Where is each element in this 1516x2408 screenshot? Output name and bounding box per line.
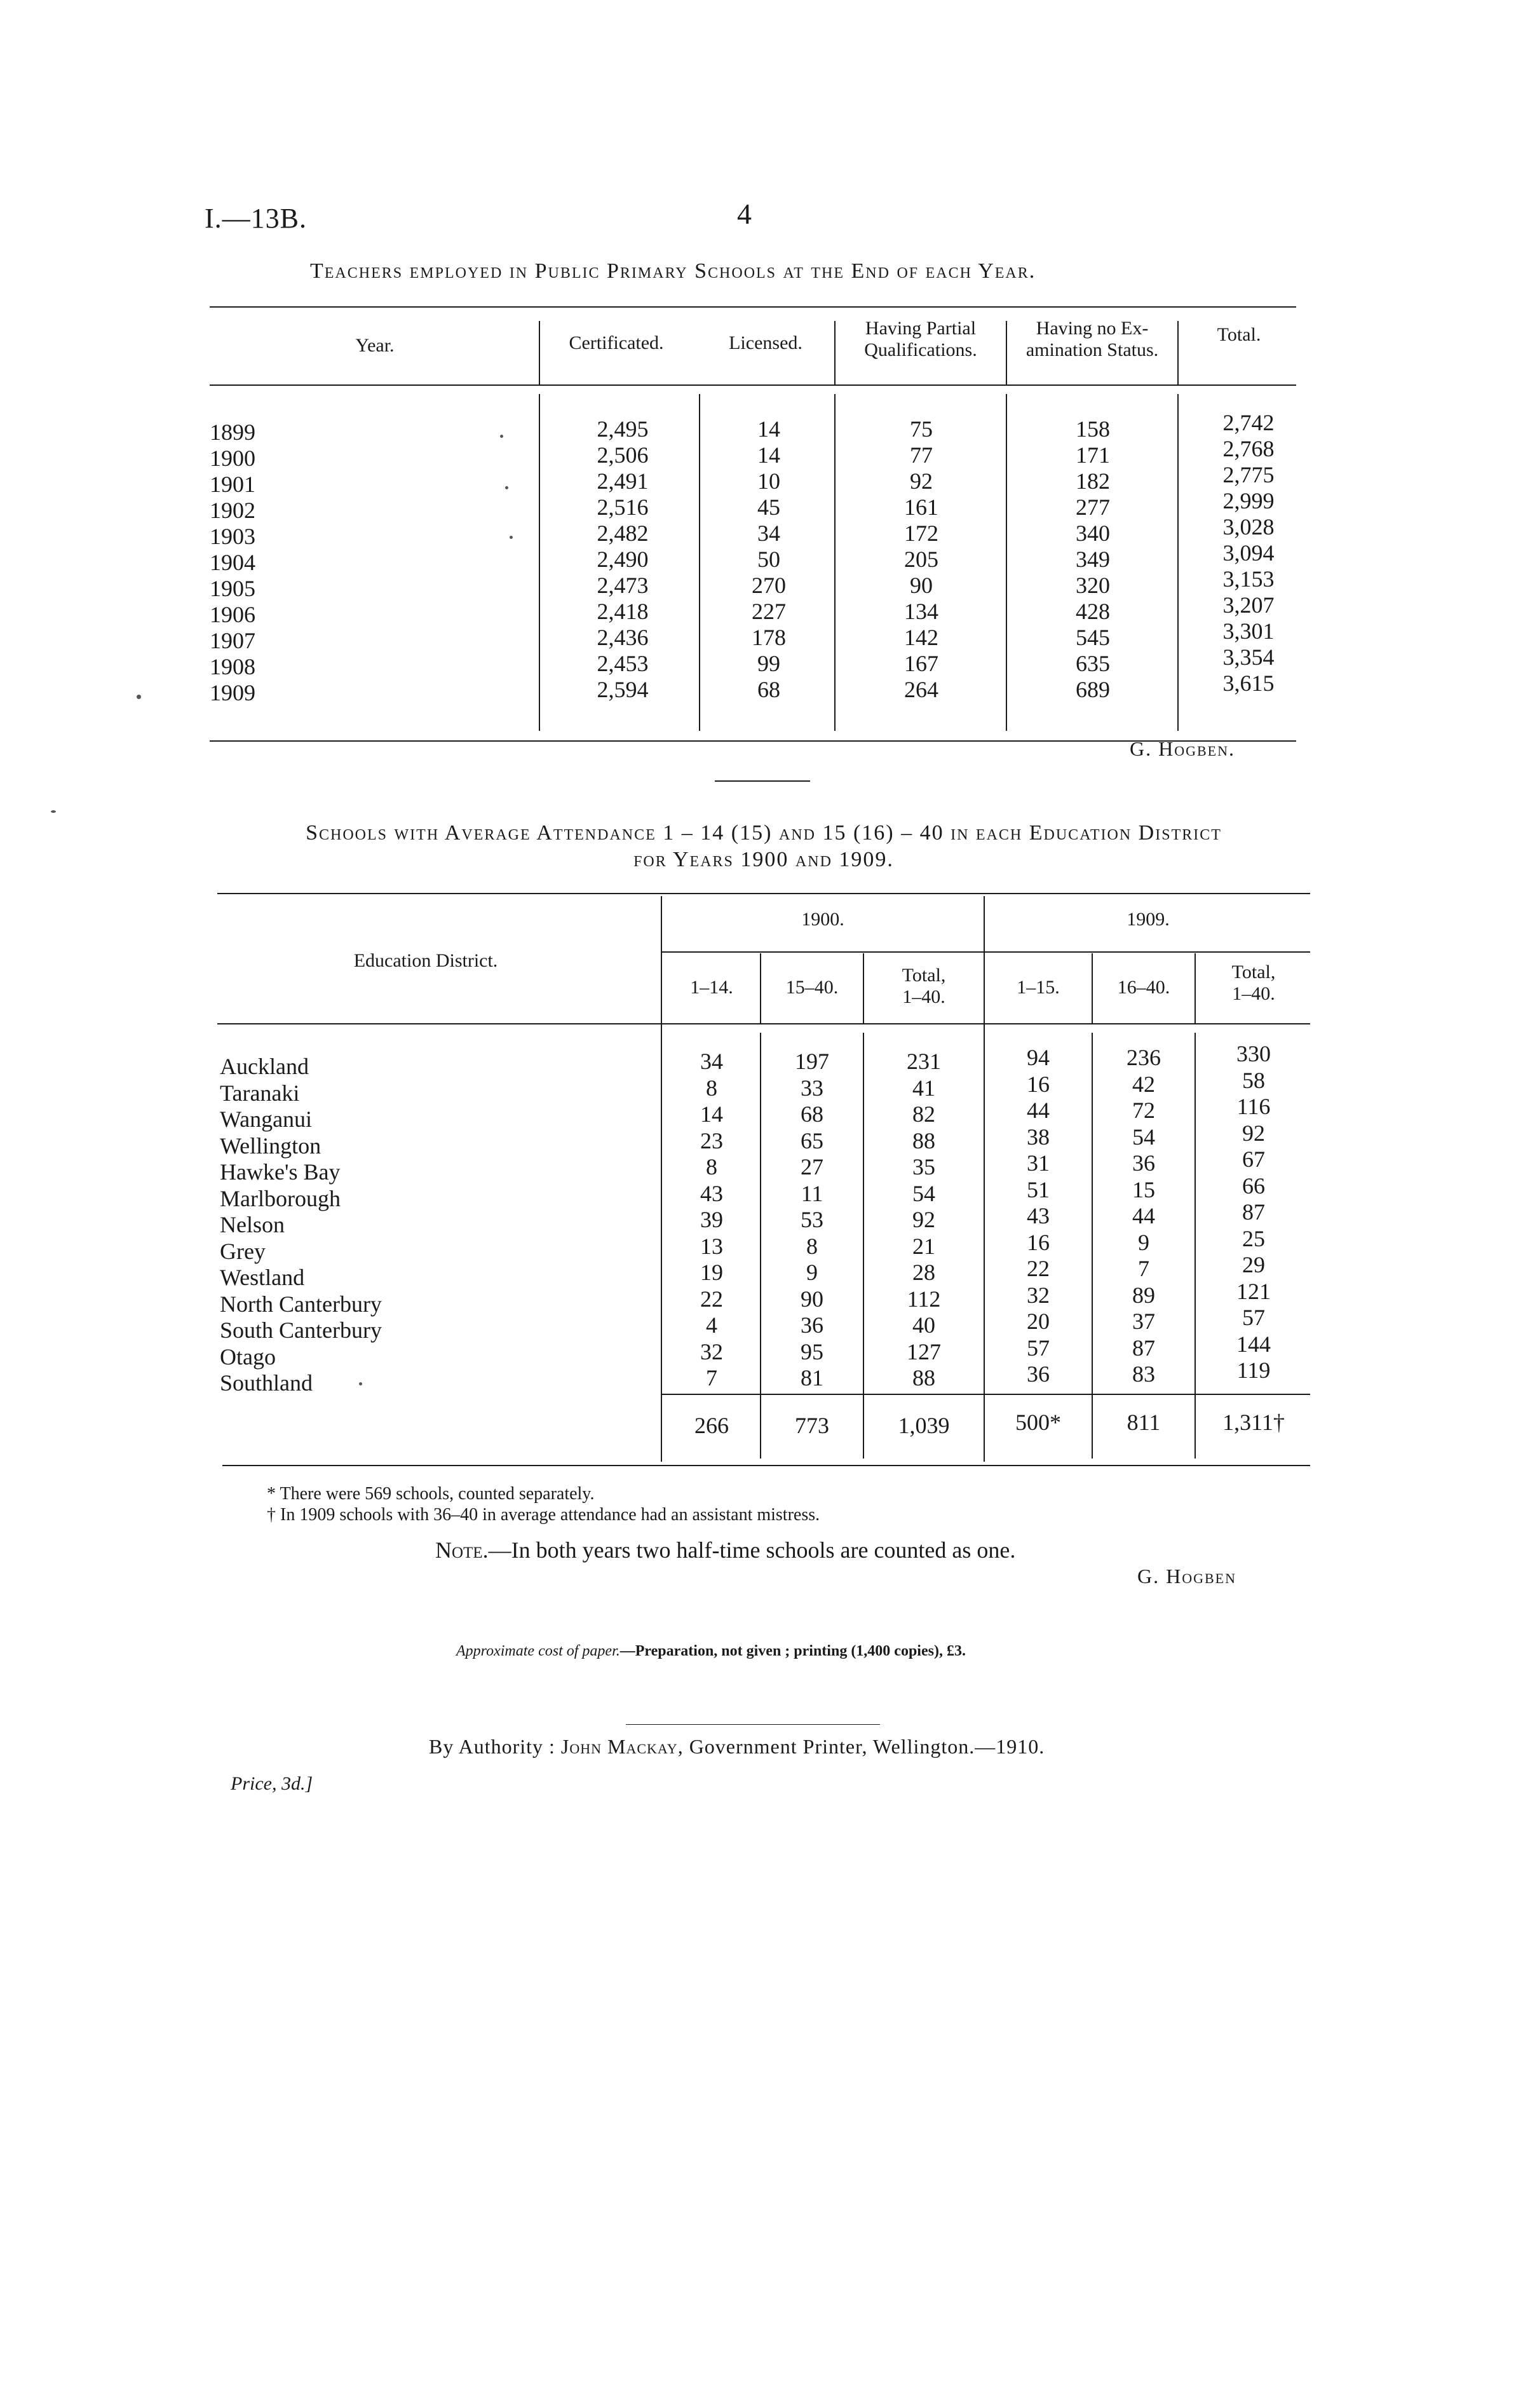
table2-district-cell: South Canterbury (220, 1317, 382, 1343)
table1-partial-cell: 161 (904, 494, 938, 520)
table2-1909-16-40-cell: 44 (1132, 1203, 1155, 1228)
table1-divider (539, 321, 540, 384)
table1-divider (1177, 394, 1179, 731)
table1-total-cell: 3,207 (1222, 592, 1275, 618)
table1-licensed-cell: 34 (757, 520, 780, 546)
table1-partial-cell: 172 (904, 520, 938, 546)
table2-divider (661, 896, 662, 1462)
table2-title-line1: Schools with Average Attendance 1 – 14 (15) and 15 (16) – 40 in each Education District (306, 821, 1222, 845)
table1-total-cell: 3,615 (1222, 670, 1275, 696)
table2-1909-16-40-cell: 72 (1132, 1098, 1155, 1123)
table1-noexam-cell: 635 (1076, 651, 1110, 676)
note-half-time-schools (435, 1537, 1015, 1563)
scan-speck (51, 810, 56, 813)
table2-district-cell: Otago (220, 1343, 276, 1370)
table1-noexam-cell: 182 (1076, 468, 1110, 494)
table2-1909-1-15-cell: 31 (1027, 1150, 1050, 1176)
table2-1900-15-40-cell: 9 (806, 1260, 818, 1285)
table2-1900-1-14-cell: 23 (700, 1127, 723, 1153)
table2-1909-total-cell: 330 (1236, 1041, 1271, 1066)
table2-district-cell: Southland (220, 1370, 313, 1396)
table1-licensed-cell: 14 (757, 442, 780, 468)
table2-1900-1-14-cell: 32 (700, 1338, 723, 1364)
table2-total-1909-total: 1,311† (1222, 1410, 1285, 1435)
table2-1900-total-cell: 127 (907, 1338, 941, 1364)
table2-header-rule (217, 1023, 1310, 1024)
table1-certificated-cell: 2,473 (597, 573, 649, 598)
table2-1909-1-15-cell: 22 (1027, 1256, 1050, 1281)
table2-1909-total-column (1197, 1041, 1310, 1384)
table2-1909-total-cell: 58 (1242, 1067, 1265, 1093)
table2-1900-1-14-cell: 22 (700, 1286, 723, 1312)
table2-header-1909-total-line1: Total, (1231, 962, 1276, 983)
cost-text: —Preparation, not given ; printing (1,400 copies), £3. (619, 1643, 966, 1659)
table2-1909-16-40-cell: 15 (1132, 1176, 1155, 1202)
table1-divider (834, 394, 836, 731)
table2-1900-total-cell: 112 (907, 1286, 941, 1312)
table1-year-cell: 1906 (210, 602, 255, 627)
table2-1909-total-cell: 25 (1242, 1225, 1265, 1251)
page-number: 4 (737, 198, 752, 230)
table1-header-partial-line1: Having Partial (865, 318, 977, 339)
table1-total-cell: 2,742 (1222, 410, 1275, 435)
cost-lead: Approximate cost of paper. (456, 1643, 620, 1659)
table2-1900-15-40-cell: 36 (801, 1312, 823, 1338)
note-lead: Note. (435, 1537, 489, 1563)
table2-divider (760, 953, 761, 1023)
table2-year-rule (661, 951, 1310, 953)
table1-signature: G. Hogben. (1130, 737, 1235, 760)
table2-1900-1-14-cell: 39 (700, 1207, 723, 1232)
table1-partial-column (839, 416, 1004, 703)
table2-1909-1-15-cell: 16 (1027, 1229, 1050, 1255)
table2-1900-total-cell: 92 (912, 1207, 935, 1232)
table2-1900-1-14-cell: 8 (706, 1075, 717, 1101)
table1-divider (539, 394, 540, 731)
table2-district-cell: Marlborough (220, 1185, 341, 1211)
table2-1909-1-15-cell: 43 (1027, 1203, 1050, 1228)
table2-1900-15-40-cell: 27 (801, 1154, 823, 1180)
table1-total-cell: 2,768 (1222, 436, 1275, 461)
table2-1900-total-cell: 41 (912, 1075, 935, 1101)
table2-1909-total-cell: 29 (1242, 1252, 1265, 1277)
table1-divider (699, 394, 700, 731)
table1-certificated-cell: 2,516 (597, 494, 649, 520)
table2-1900-15-40-cell: 197 (795, 1049, 829, 1074)
table1-partial-cell: 92 (910, 468, 933, 494)
table1-year-cell: 1905 (210, 576, 255, 601)
table2-1909-16-40-cell: 37 (1132, 1309, 1155, 1334)
table2-1909-1-15-cell: 20 (1027, 1309, 1050, 1334)
table1-certificated-cell: 2,594 (597, 677, 649, 702)
scan-speck (137, 695, 141, 699)
scan-speck (510, 536, 513, 539)
table1-year-cell: 1903 (210, 524, 255, 549)
authority-name: John Mackay (560, 1735, 678, 1758)
table2-header-1900-total-line2: 1–40. (902, 986, 945, 1007)
table1-partial-cell: 134 (904, 599, 938, 624)
table2-district-cell: Hawke's Bay (220, 1159, 341, 1185)
table2-1909-16-40-column (1094, 1045, 1193, 1388)
table2-1900-total-column (865, 1049, 982, 1392)
table1-partial-cell: 75 (910, 416, 933, 442)
table1-years (210, 419, 255, 706)
table1-divider (1177, 321, 1179, 384)
table2-district-cell: Auckland (220, 1054, 309, 1079)
table2-divider (863, 1033, 864, 1459)
table2-total-1900-total: 1,039 (898, 1413, 950, 1438)
table2-1900-15-40-cell: 68 (801, 1101, 823, 1127)
table1-noexam-cell: 545 (1076, 625, 1110, 650)
table1-year-cell: 1899 (210, 419, 255, 445)
table2-1909-total-cell: 144 (1236, 1331, 1271, 1357)
table2-1900-1-14-cell: 14 (700, 1101, 723, 1127)
table2-1900-1-14-cell: 19 (700, 1260, 723, 1285)
table1-noexam-cell: 171 (1076, 442, 1110, 468)
table1-licensed-cell: 10 (757, 468, 780, 494)
table1-noexam-cell: 349 (1076, 547, 1110, 572)
table2-total-1909-1-15: 500* (1015, 1410, 1061, 1435)
table1-noexam-cell: 340 (1076, 520, 1110, 546)
table1-certificated-cell: 2,495 (597, 416, 649, 442)
table2-1909-1-15-cell: 44 (1027, 1098, 1050, 1123)
table2-divider (1195, 953, 1196, 1023)
table2-1900-15-40-cell: 65 (801, 1127, 823, 1153)
table1-total-cell: 3,301 (1222, 618, 1275, 644)
table1-noexam-column (1010, 416, 1175, 703)
table1-licensed-cell: 178 (752, 625, 786, 650)
table1-total-cell: 3,028 (1222, 514, 1275, 540)
table1-header-year: Year. (355, 335, 395, 356)
table1-header-partial-line2: Qualifications. (864, 339, 977, 360)
table1-noexam-cell: 320 (1076, 573, 1110, 598)
table2-top-rule (217, 893, 1310, 894)
section-separator (715, 780, 810, 782)
table2-header-1900-total-line1: Total, (902, 965, 946, 986)
table2-title (217, 820, 1310, 873)
table2-1909-1-15-cell: 32 (1027, 1282, 1050, 1308)
table1-header-noexam-line2: amination Status. (1025, 339, 1159, 360)
table2-total-1909-16-40: 811 (1127, 1410, 1161, 1435)
table1-year-cell: 1909 (210, 680, 255, 705)
table1-partial-cell: 167 (904, 651, 938, 676)
table2-title-line2: for Years 1900 and 1909. (633, 848, 894, 871)
table2-1900-total-cell: 54 (912, 1180, 935, 1206)
table1-divider (1006, 321, 1007, 384)
table2-1909-total-cell: 57 (1242, 1305, 1265, 1330)
table2-district-cell: Grey (220, 1238, 266, 1264)
table2-1900-total-cell: 28 (912, 1260, 935, 1285)
table1-noexam-cell: 277 (1076, 494, 1110, 520)
table2-1909-16-40-cell: 236 (1127, 1045, 1161, 1070)
table1-licensed-cell: 68 (757, 677, 780, 702)
table1-total-cell: 3,354 (1222, 644, 1275, 670)
table2-divider (984, 896, 985, 1462)
table1-partial-cell: 142 (904, 625, 938, 650)
table2-1900-15-40-cell: 8 (806, 1233, 818, 1259)
table1-licensed-cell: 270 (752, 573, 786, 598)
table2-1900-total-cell: 231 (907, 1049, 941, 1074)
table1-noexam-cell: 428 (1076, 599, 1110, 624)
table1-header-licensed: Licensed. (729, 332, 802, 353)
table2-1909-16-40-cell: 9 (1138, 1229, 1149, 1255)
table2-district-cell: Westland (220, 1265, 305, 1290)
table1-total-cell: 3,094 (1222, 540, 1275, 566)
authority-lead: By Authority : (429, 1735, 561, 1758)
table1-partial-cell: 205 (904, 547, 938, 572)
table2-1909-1-15-cell: 51 (1027, 1176, 1050, 1202)
table2-total-1900-15-40: 773 (795, 1413, 829, 1438)
table2-1909-16-40-cell: 89 (1132, 1282, 1155, 1308)
table2-header-1900-total (865, 965, 982, 1008)
table1-title: Teachers employed in Public Primary Schools at the End of each Year. (310, 259, 1036, 283)
table1-licensed-cell: 45 (757, 494, 780, 520)
table1-total-column (1182, 410, 1315, 697)
table1-total-cell: 2,775 (1222, 462, 1275, 487)
table2-sum-rule (661, 1394, 1310, 1395)
table1-header-rule (210, 384, 1296, 386)
table1-certificated-cell: 2,491 (597, 468, 649, 494)
table1-header-total: Total. (1217, 324, 1261, 345)
table1-certificated-cell: 2,418 (597, 599, 649, 624)
table1-certificated-cell: 2,482 (597, 520, 649, 546)
table2-bottom-rule (222, 1465, 1310, 1466)
table2-district-cell: Nelson (220, 1212, 285, 1237)
document-reference: I.—13B. (205, 203, 307, 234)
table2-1900-total-cell: 40 (912, 1312, 935, 1338)
table2-district-cell: Wellington (220, 1133, 321, 1159)
table2-1900-1-14-cell: 43 (700, 1180, 723, 1206)
table1-total-cell: 3,153 (1222, 566, 1275, 592)
table2-1909-1-15-cell: 36 (1027, 1361, 1050, 1387)
cost-of-paper (456, 1643, 966, 1660)
table2-1900-total-cell: 88 (912, 1127, 935, 1153)
table1-header-noexam (1009, 318, 1175, 361)
table2-1900-15-40-cell: 90 (801, 1286, 823, 1312)
table1-year-cell: 1900 (210, 446, 255, 471)
table2-district-cell: North Canterbury (220, 1291, 382, 1317)
table1-year-cell: 1907 (210, 628, 255, 653)
table2-1900-15-40-column (762, 1049, 862, 1392)
table2-divider (1092, 953, 1093, 1023)
table2-1900-total-cell: 88 (912, 1365, 935, 1391)
price: Price, 3d.] (231, 1773, 313, 1794)
table2-1909-16-40-cell: 42 (1132, 1071, 1155, 1097)
table1-year-cell: 1902 (210, 498, 255, 523)
table1-partial-cell: 90 (910, 573, 933, 598)
table1-certificated-cell: 2,490 (597, 547, 649, 572)
table1-year-cell: 1908 (210, 654, 255, 679)
table2-1909-total-cell: 67 (1242, 1146, 1265, 1172)
table2-divider (760, 1033, 761, 1459)
table2-1909-16-40-cell: 83 (1132, 1361, 1155, 1387)
table2-1900-15-40-cell: 11 (801, 1180, 823, 1206)
authority-rest: , Government Printer, Wellington.—1910. (677, 1735, 1045, 1758)
table2-1909-1-15-cell: 57 (1027, 1335, 1050, 1361)
table2-divider (1195, 1033, 1196, 1459)
table1-header-noexam-line1: Having no Ex- (1036, 318, 1149, 339)
table2-1909-16-40-cell: 87 (1132, 1335, 1155, 1361)
table2-1909-total-cell: 87 (1242, 1199, 1265, 1225)
table2-total-1900-1-14: 266 (694, 1413, 729, 1438)
table2-header-district: Education District. (353, 950, 498, 971)
table2-district-cell: Wanganui (220, 1106, 313, 1132)
table2-1900-1-14-cell: 34 (700, 1049, 723, 1074)
table2-header-1909-total-line2: 1–40. (1232, 983, 1275, 1004)
table2-1900-total-cell: 21 (912, 1233, 935, 1259)
table1-certificated-cell: 2,453 (597, 651, 649, 676)
table2-1900-15-40-cell: 81 (801, 1365, 823, 1391)
table2-header-1900-15-40: 15–40. (785, 977, 839, 998)
table1-noexam-cell: 689 (1076, 677, 1110, 702)
table1-partial-cell: 264 (904, 677, 938, 702)
table2-1909-16-40-cell: 54 (1132, 1124, 1155, 1150)
table2-header-1909-1-15: 1–15. (1017, 977, 1060, 998)
table2-header-1909-16-40: 16–40. (1117, 977, 1170, 998)
table2-1909-1-15-column (986, 1045, 1090, 1388)
table1-year-cell: 1904 (210, 550, 255, 575)
table2-1909-1-15-cell: 16 (1027, 1071, 1050, 1097)
table2-divider (863, 953, 864, 1023)
table2-header-1900-1-14: 1–14. (690, 977, 733, 998)
table1-total-cell: 2,999 (1222, 488, 1275, 514)
table2-1909-total-cell: 119 (1236, 1357, 1271, 1383)
footnote-schools-counted: * There were 569 schools, counted separately. (267, 1484, 595, 1504)
table1-divider (1006, 394, 1007, 731)
table1-licensed-cell: 50 (757, 547, 780, 572)
note-text: —In both years two half-time schools are counted as one. (488, 1537, 1016, 1563)
table2-1900-1-14-cell: 13 (700, 1233, 723, 1259)
table1-header-certificated: Certificated. (569, 332, 664, 353)
table2-1900-total-cell: 82 (912, 1101, 935, 1127)
table2-1909-total-cell: 92 (1242, 1120, 1265, 1146)
table2-header-1909: 1909. (1127, 909, 1170, 930)
table2-1900-1-14-column (664, 1049, 759, 1392)
table2-1909-total-cell: 121 (1236, 1278, 1271, 1304)
table1-licensed-cell: 227 (752, 599, 786, 624)
footnote-assistant-mistress: † In 1909 schools with 36–40 in average attendance had an assistant mistress. (267, 1505, 820, 1525)
scan-speck (500, 435, 503, 438)
table1-header-partial (837, 318, 1004, 361)
table2-1900-1-14-cell: 7 (706, 1365, 717, 1391)
table2-1909-1-15-cell: 94 (1027, 1045, 1050, 1070)
table1-certificated-column (546, 416, 699, 703)
table1-licensed-cell: 14 (757, 416, 780, 442)
imprint-rule (626, 1724, 880, 1725)
table1-licensed-cell: 99 (757, 651, 780, 676)
table2-1900-15-40-cell: 95 (801, 1338, 823, 1364)
table1-noexam-cell: 158 (1076, 416, 1110, 442)
table2-1909-total-cell: 66 (1242, 1173, 1265, 1199)
table2-1900-15-40-cell: 53 (801, 1207, 823, 1232)
table1-divider (834, 321, 836, 384)
table1-top-rule (210, 306, 1296, 308)
table2-divider (1092, 1033, 1093, 1459)
scan-speck (505, 486, 508, 489)
table2-signature: G. Hogben (1137, 1565, 1236, 1588)
table2-1900-total-cell: 35 (912, 1154, 935, 1180)
table2-1900-1-14-cell: 4 (706, 1312, 717, 1338)
scan-speck (359, 1382, 362, 1385)
table2-1909-1-15-cell: 38 (1027, 1124, 1050, 1150)
authority-line (429, 1735, 1045, 1758)
table2-header-1900: 1900. (801, 909, 844, 930)
table2-header-1909-total (1197, 962, 1310, 1005)
table2-1909-16-40-cell: 36 (1132, 1150, 1155, 1176)
table2-1900-15-40-cell: 33 (801, 1075, 823, 1101)
table2-1900-1-14-cell: 8 (706, 1154, 717, 1180)
table1-year-cell: 1901 (210, 472, 255, 497)
table2-1909-total-cell: 116 (1236, 1094, 1271, 1119)
table1-licensed-column (705, 416, 832, 703)
table2-districts (220, 1054, 382, 1397)
table2-1909-16-40-cell: 7 (1138, 1256, 1149, 1281)
table1-certificated-cell: 2,436 (597, 625, 649, 650)
table2-district-cell: Taranaki (220, 1080, 300, 1106)
table1-certificated-cell: 2,506 (597, 442, 649, 468)
table1-partial-cell: 77 (910, 442, 933, 468)
